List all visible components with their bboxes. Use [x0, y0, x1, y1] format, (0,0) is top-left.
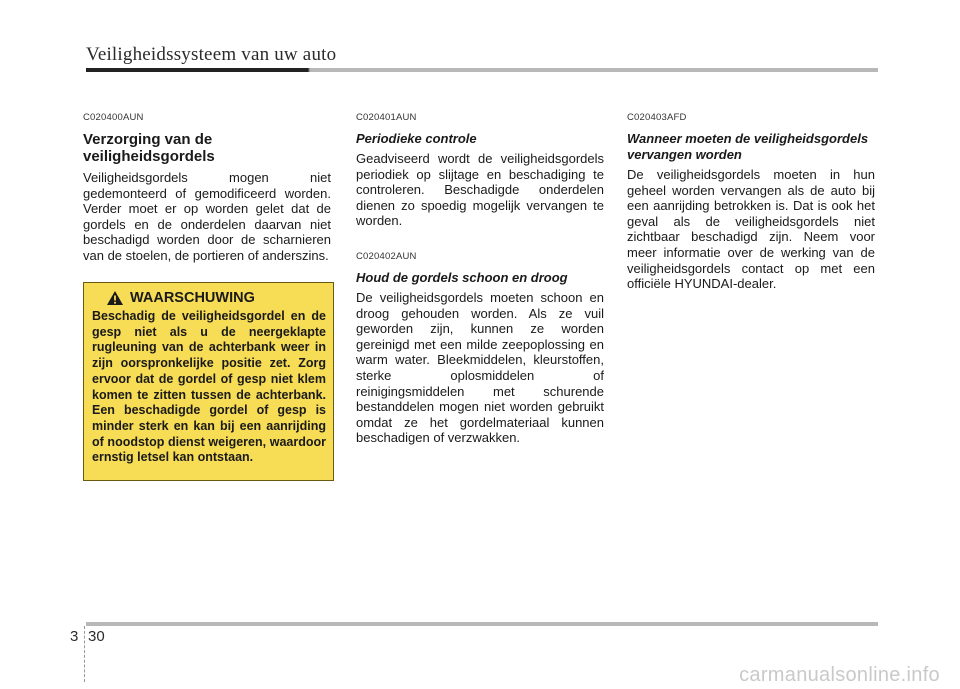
section-heading-line1: Wanneer moeten de veiligheidsgordels [627, 131, 869, 146]
section-code: C020400AUN [83, 112, 144, 123]
section-heading-line2: veiligheidsgordels [83, 148, 215, 165]
section-body: De veiligheidsgordels moeten schoon en droog gehouden worden. Als ze vuil geworden zijn, kunnen ze worden gereinigd met een milde zeepoplossing en warm water. Bleekmiddelen, kleurstoffen, sterke oplosmiddelen of reinigingsmiddelen met schurende bestanddelen mogen niet worden gebruikt omdat ze het gordelmateriaal kunnen beschadigen of verzwakken. [356, 289, 604, 446]
page-header-title: Veiligheidssysteem van uw auto [86, 44, 337, 65]
warning-body: Beschadig de veiligheidsgordel en de gesp niet als u de neergeklapte rugleuning van de achterbank weer in zijn oorspronkelijke positie zet. Zorg ervoor dat de gordel of gesp niet klem komen te zitten tussen de achterbank. Een beschadigde gordel of gesp is minder sterk en kan bij een aanrijding of noodstop dienst weigeren, waardoor ernstig letsel kan ontstaan. [92, 309, 326, 465]
section-heading [627, 131, 875, 163]
section-code: C020403AFD [627, 112, 687, 123]
section-code: C020401AUN [356, 112, 417, 123]
section-body: Geadviseerd wordt de veiligheidsgordels periodiek op slijtage en beschadiging te controleren. Beschadigde onderdelen dienen zo spoedig mogelijk vervangen te worden. [356, 151, 604, 229]
watermark: carmanualsonline.info [739, 664, 940, 686]
column-replacement [627, 112, 875, 292]
warning-title: WAARSCHUWING [130, 290, 255, 306]
header-rule [86, 68, 878, 72]
page-number-divider [84, 626, 85, 682]
section-heading: Houd de gordels schoon en droog [356, 269, 568, 285]
section-code: C020402AUN [356, 250, 417, 262]
section-body: Veiligheidsgordels mogen niet gedemonteerd of gemodificeerd worden. Verder moet er op worden gelet dat de gordels en de onderdelen daarvan niet beschadigd worden door de scharnieren van de stoelen, de portieren of anderszins. [83, 170, 331, 263]
section-heading-line1: Verzorging van de [83, 131, 213, 148]
warning-box [83, 282, 334, 481]
footer-rule [86, 622, 878, 626]
section-heading: Periodieke controle [356, 131, 477, 146]
warning-triangle-icon [106, 290, 124, 306]
section-heading [83, 131, 331, 165]
chapter-number: 3 [70, 628, 79, 645]
section-body: De veiligheidsgordels moeten in hun geheel worden vervangen als de auto bij een aanrijding betrokken is. Dat is ook het geval als de veiligheidsgordels niet zichtbaar beschadigd zijn. Neem voor meer informatie over de werking van de veiligheidsgordels contact op met een officiële HYUNDAI-dealer. [627, 167, 875, 292]
section-heading-line2: vervangen worden [627, 147, 742, 162]
column-inspection [356, 112, 604, 446]
column-care [83, 112, 331, 264]
warning-header [106, 290, 326, 306]
page-number: 30 [88, 628, 105, 645]
